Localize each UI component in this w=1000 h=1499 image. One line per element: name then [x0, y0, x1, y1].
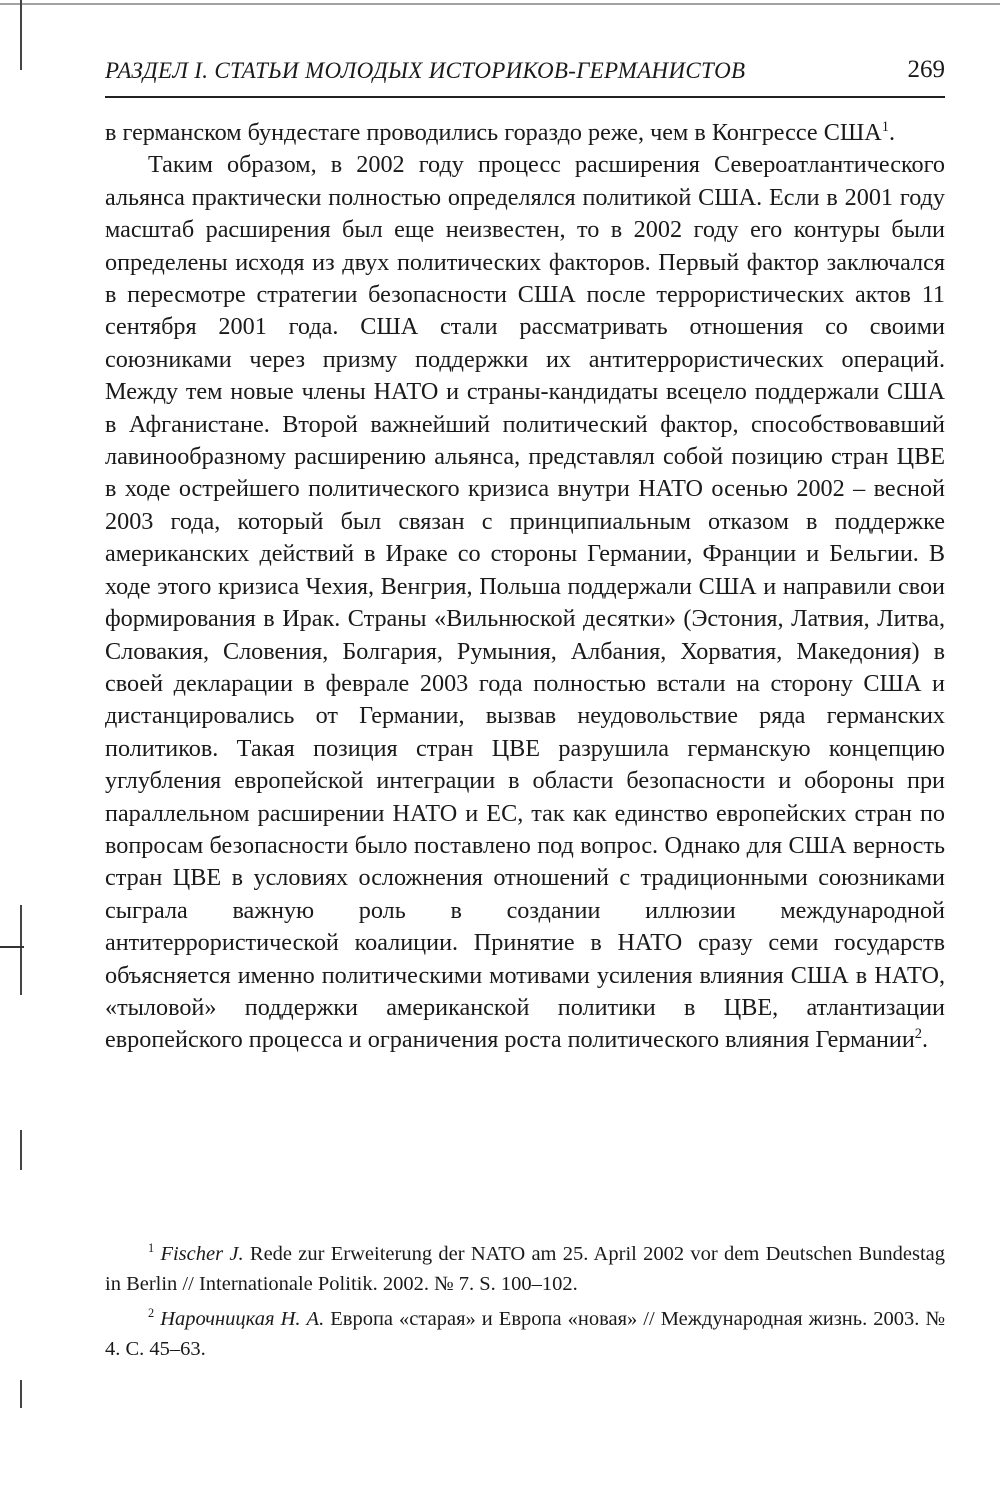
footnote-text: Европа «старая» и Европа «новая» // Международная жизнь. 2003. № 4. С. 45–63. — [105, 1308, 946, 1360]
scan-margin-mark — [20, 1130, 22, 1170]
paragraph-end: . — [888, 119, 896, 146]
footnote-mark: 1 — [148, 1241, 155, 1256]
footnote-reference[interactable]: 1 — [881, 118, 889, 135]
scan-top-edge-line — [0, 3, 1000, 5]
footnote-author: Нарочницкая Н. А. — [160, 1308, 325, 1330]
footnote-reference[interactable]: 2 — [914, 1026, 923, 1043]
paragraph-continuation — [105, 117, 945, 149]
running-header — [105, 50, 945, 100]
scan-margin-mark — [20, 1380, 22, 1408]
footnote-mark: 2 — [148, 1306, 155, 1321]
scan-margin-mark — [20, 905, 22, 995]
footnote — [105, 1240, 945, 1299]
paragraph-end: . — [922, 1026, 929, 1054]
page-number: 269 — [907, 56, 945, 83]
paragraph-text: Таким образом, в 2002 году процесс расширения Североатлантического альянса практически полностью определялся политикой США. Если в 2001 году масштаб расширения был еще неизвестен, то в 2002 году его контуры были определены исходя из двух политических факторов. Первый фактор заключался в пересмотре стратегии безопасности США после террористических актов 11 сентября 2001 года. США стали рассматривать отношения со своими союзниками через призму поддержки их антитеррористических операций. Между тем новые члены НАТО и страны-кандидаты всецело поддержали США в Афганистане. Второй важнейший политический фактор, способствовавший лавинообразному расширению альянса, представлял собой позицию стран ЦВЕ в ходе острейшего политического кризиса внутри НАТО осенью 2002 – весной 2003 года, который был связан с принципиальным отказом в поддержке американских действий в Ираке со стороны Германии, Франции и Бельгии. В ходе этого кризиса Чехия, Венгрия, Польша поддержали США и направили свои формирования в Ирак. Страны «Вильнюской десятки» (Эстония, Латвия, Литва, Словакия, Словения, Болгария, Румыния, Албания, Хорватия, Македония) в своей декларации в феврале 2003 года полностью встали на сторону США и дистанцировались от Германии, вызвав неудовольствие ряда германских политиков. Такая позиция стран ЦВЕ разрушила германскую концепцию углубления европейской интеграции в области безопасности и обороны при параллельном расширении НАТО и ЕС, так как единство европейских стран по вопросам безопасности было поставлено под вопрос. Однако для США верность стран ЦВЕ в условиях осложнения отношений с традиционными союзниками сыграла важную роль в создании иллюзии международной антитеррористической коалиции. Принятие в НАТО сразу семи государств объясняется именно политическими мотивами усиления влияния США в НАТО, «тыловой» поддержки американской политики в ЦВЕ, атлантизации европейского процесса и ограничения роста политического влияния Германии — [105, 151, 945, 1054]
footnotes — [105, 1240, 945, 1370]
footnote-author: Fischer J. — [160, 1243, 244, 1265]
footnote-text: Rede zur Erweiterung der NATO am 25. April 2002 vor dem Deutschen Bundestag in Berlin // Internationale Politik. 2002. № 7. S. 100–102. — [105, 1243, 945, 1295]
paragraph-text: в германском бундестаге проводились гораздо реже, чем в Конгрессе США — [105, 119, 882, 146]
running-title: РАЗДЕЛ I. СТАТЬИ МОЛОДЫХ ИСТОРИКОВ-ГЕРМАНИСТОВ — [105, 58, 746, 83]
paragraph — [105, 149, 945, 1056]
scan-margin-mark — [20, 0, 22, 70]
header-rule — [105, 96, 945, 98]
main-text — [105, 117, 945, 1057]
scan-margin-tick — [0, 946, 24, 948]
footnote — [105, 1305, 945, 1364]
